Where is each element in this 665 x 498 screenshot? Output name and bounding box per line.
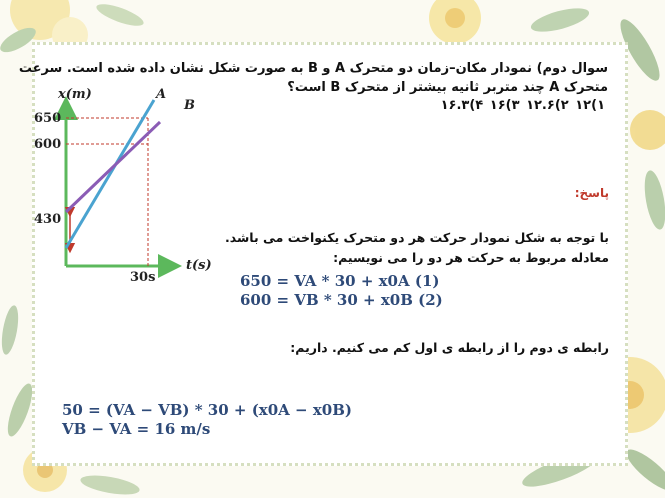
answer-heading: پاسخ: xyxy=(574,186,609,200)
answer-options: ۱)۱۲ ۲)۱۲.۶ ۳)۱۶ ۴)۱۶.۳ xyxy=(440,98,605,113)
tick-label-30s: 30s xyxy=(130,270,156,285)
line-a xyxy=(66,100,154,248)
y-axis-label: x(m) xyxy=(58,87,92,102)
answer-line-3: رابطه ی دوم را از رابطه ی اول کم می کنیم. داریم: xyxy=(290,340,609,355)
answer-line-2: معادله مربوط به حرکت هر دو را می نویسیم: xyxy=(333,250,609,265)
tick-label-430: 430 xyxy=(34,212,62,227)
line-a-label: A xyxy=(156,87,167,102)
x-axis-label: t(s) xyxy=(186,258,212,273)
tick-label-650: 650 xyxy=(34,111,62,126)
answer-line-1: با توجه به شکل نمودار حرکت هر دو متحرک یکنواخت می باشد. xyxy=(225,230,609,245)
tick-label-600: 600 xyxy=(34,137,62,152)
equation-3: 50 = (VA − VB) * 30 + (x0A − x0B) xyxy=(62,401,352,419)
line-b-label: B xyxy=(184,98,195,113)
question-line-2: متحرک A چند متربر ثانیه بیشتر از متحرک B است؟ xyxy=(287,80,608,95)
question-line-1: سوال دوم) نمودار مکان–زمان دو متحرک A و B به صورت شکل نشان داده شده است. سرعت xyxy=(18,61,608,76)
equation-4-result: VB − VA = 16 m/s xyxy=(62,420,211,438)
equation-1: 650 = VA * 30 + x0A (1) xyxy=(240,272,440,290)
line-b xyxy=(66,122,160,212)
equation-2: 600 = VB * 30 + x0B (2) xyxy=(240,291,443,309)
